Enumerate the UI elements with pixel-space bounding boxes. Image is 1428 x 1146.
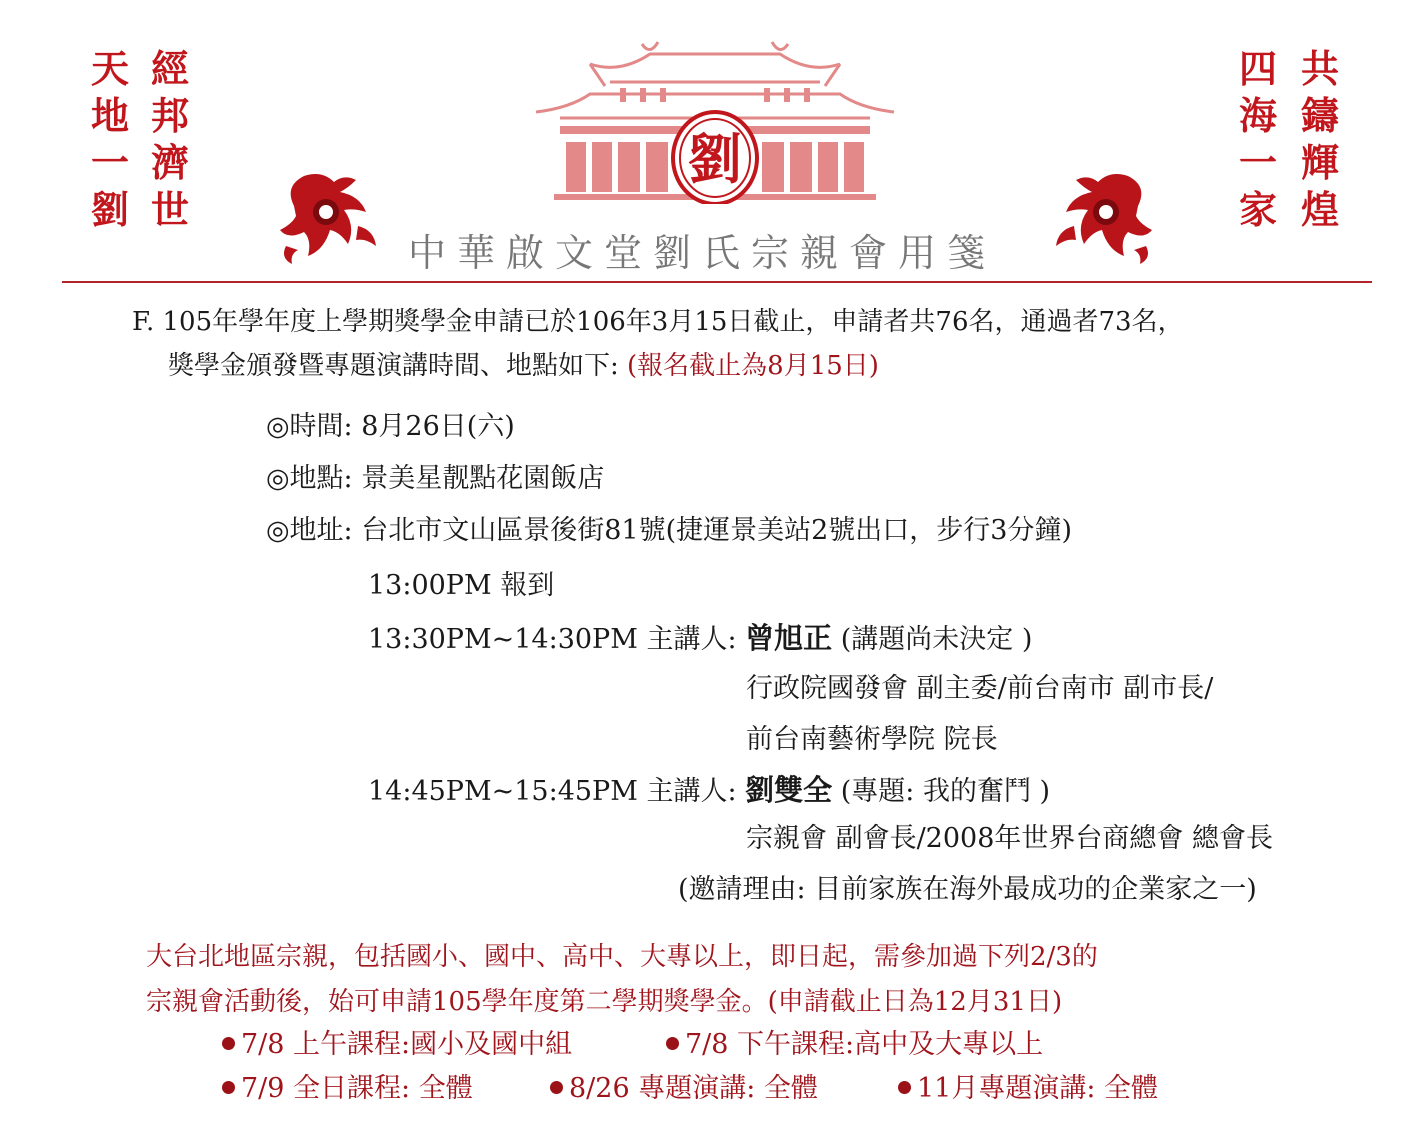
event-time: ◎時間: 8月26日(六) — [266, 411, 515, 442]
left-motto-outer — [86, 46, 134, 234]
activity-item — [222, 1028, 572, 1062]
motto-char: 邦 — [150, 94, 189, 138]
header-divider — [62, 281, 1372, 283]
motto-char: 濟 — [150, 141, 189, 185]
motto-char: 地 — [90, 94, 129, 138]
activity-item — [666, 1028, 1043, 1062]
event-place: ◎地點: 景美星靓點花園飯店 — [266, 463, 605, 494]
activity-item — [550, 1072, 818, 1106]
motto-char: 劉 — [90, 188, 129, 232]
session-2-reason: (邀請理由: 目前家族在海外最成功的企業家之一) — [678, 874, 1257, 905]
dragon-right-icon — [1052, 166, 1158, 266]
event-address: ◎地址: 台北市文山區景後街81號(捷運景美站2號出口，步行3分鐘) — [266, 515, 1073, 546]
seal-char: 劉 — [688, 127, 742, 191]
activity-label: 7/9 全日課程: 全體 — [241, 1073, 473, 1104]
activity-item — [222, 1072, 473, 1106]
session-1-topic: (講題尚未決定 ) — [832, 624, 1033, 655]
dragon-left-icon — [274, 166, 380, 266]
activity-label: 7/8 下午課程:高中及大專以上 — [685, 1029, 1044, 1060]
left-motto-inner — [146, 46, 194, 234]
right-motto-inner — [1234, 46, 1282, 234]
motto-char: 一 — [1238, 141, 1277, 185]
bullet-icon — [222, 1037, 235, 1050]
session-2-time: 14:45PM~15:45PM 主講人: — [368, 776, 746, 807]
schedule-session-1 — [368, 621, 1032, 657]
notice-line-1: F. 105年學年度上學期獎學金申請已於106年3月15日截止，申請者共76名，通過者73名， — [132, 307, 1184, 337]
notice-line-2 — [168, 349, 879, 383]
registration-deadline: (報名截止為8月15日) — [627, 351, 879, 381]
activity-label: 7/8 上午課程:國小及國中組 — [241, 1029, 573, 1060]
org-title: 中華啟文堂劉氏宗親會用箋 — [408, 231, 997, 275]
motto-char: 一 — [90, 141, 129, 185]
session-1-time: 13:30PM~14:30PM 主講人: — [368, 624, 746, 655]
bullet-icon — [550, 1081, 563, 1094]
session-2-topic: (專題: 我的奮鬥 ) — [832, 776, 1051, 807]
motto-char: 共 — [1300, 47, 1339, 91]
session-2-title: 宗親會 副會長/2008年世界台商總會 總會長 — [746, 823, 1273, 854]
activity-label: 8/26 專題演講: 全體 — [569, 1073, 818, 1104]
activity-label: 11月專題演講: 全體 — [917, 1073, 1159, 1104]
motto-char: 天 — [90, 47, 129, 91]
session-1-speaker: 曾旭正 — [745, 621, 833, 655]
right-motto-outer — [1296, 46, 1344, 234]
motto-char: 四 — [1238, 47, 1277, 91]
notice-line-2-text: 獎學金頒發暨專題演講時間、地點如下: — [168, 351, 628, 381]
motto-char: 輝 — [1300, 141, 1339, 185]
motto-char: 煌 — [1300, 188, 1339, 232]
motto-char: 鑄 — [1300, 94, 1339, 138]
requirement-line-2: 宗親會活動後，始可申請105學年度第二學期獎學金。(申請截止日為12月31日) — [146, 987, 1063, 1017]
motto-char: 世 — [150, 188, 189, 232]
bullet-icon — [898, 1081, 911, 1094]
session-2-speaker: 劉雙全 — [745, 773, 833, 807]
session-1-title-1: 行政院國發會 副主委/前台南市 副市長/ — [746, 673, 1214, 704]
bullet-icon — [666, 1037, 679, 1050]
bullet-icon — [222, 1081, 235, 1094]
schedule-checkin: 13:00PM 報到 — [368, 570, 555, 601]
requirement-line-1: 大台北地區宗親，包括國小、國中、高中、大專以上，即日起，需參加過下列2/3的 — [146, 942, 1098, 972]
motto-char: 家 — [1238, 188, 1277, 232]
session-1-title-2: 前台南藝術學院 院長 — [746, 724, 998, 755]
motto-char: 海 — [1238, 94, 1277, 138]
motto-char: 經 — [150, 47, 189, 91]
activity-item — [898, 1072, 1158, 1106]
schedule-session-2 — [368, 773, 1050, 809]
temple-logo-icon — [530, 34, 900, 204]
